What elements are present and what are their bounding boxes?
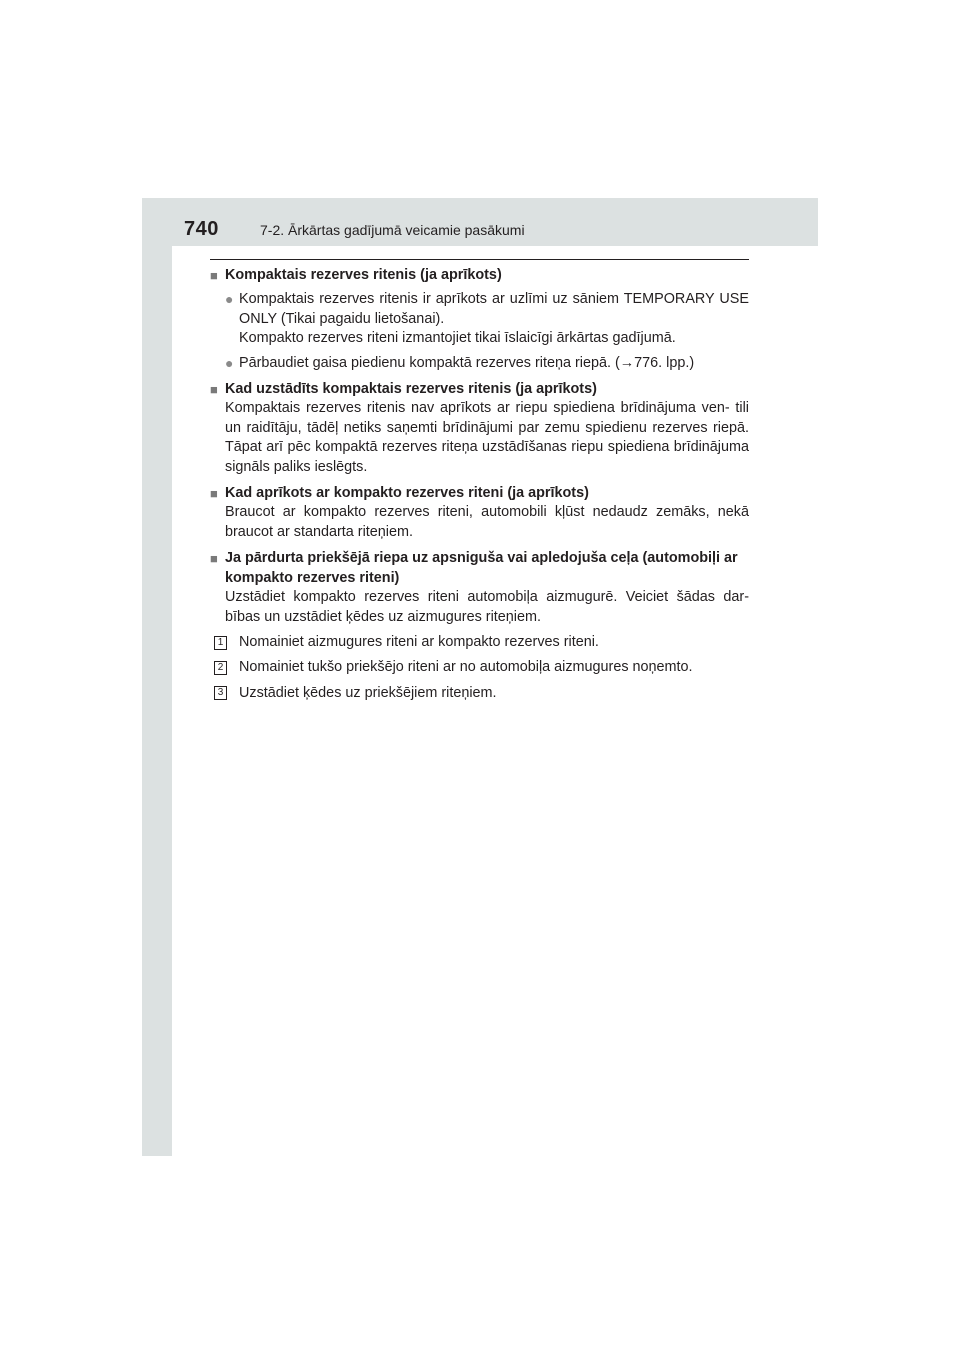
step-text: Uzstādiet ķēdes uz priekšējiem riteņiem.: [239, 684, 497, 701]
section-body: Uzstādiet kompakto rezerves riteni automobiļa aizmugurē. Veiciet šādas dar- bības un uzstādiet ķēdes uz aizmugures riteņiem.: [225, 589, 749, 625]
section-body: Kompaktais rezerves ritenis nav aprīkots ar riepu spiediena brīdinājuma ven- tili un raidītāju, tādēļ netiks saņemti brīdinājumi par zemu spiedienu rezerves riepā. Tāpat arī pēc kompaktā rezerves riteņa uzstādīšanas riepu spiediena brīdinājuma signāls paliks ieslēgts.: [225, 400, 749, 475]
bullet-text: Kompaktais rezerves ritenis ir aprīkots ar uzlīmi uz sāniem TEMPORARY USE ONLY (Tikai pagaidu lietošanai). Kompakto rezerves riteni izmantojiet tikai īslaicīgi ārkārtas gadījumā.: [239, 291, 749, 347]
section-heading: Kompaktais rezerves ritenis (ja aprīkots): [225, 267, 502, 283]
section-body: Braucot ar kompakto rezerves riteni, automobili kļūst nedaudz zemāks, nekā braucot ar standarta riteņiem.: [225, 504, 749, 540]
step-text: Nomainiet tukšo priekšējo riteni ar no automobiļa aizmugures noņemto.: [239, 659, 693, 676]
bullet-item: [225, 354, 749, 373]
step-item: [214, 633, 749, 652]
bullet-item: [225, 290, 749, 348]
section-heading: Ja pārdurta priekšējā riepa uz apsniguša vai apledojuša ceļa (automobiļi ar kompakto rezerves riteni): [225, 550, 738, 586]
square-bullet-icon: ■: [210, 486, 218, 502]
section-when-equipped: [210, 484, 749, 542]
side-band: [142, 198, 172, 1156]
square-bullet-icon: ■: [210, 382, 218, 398]
bullet-text: Pārbaudiet gaisa piedienu kompaktā rezerves riteņa riepā. (→776. lpp.): [239, 354, 695, 371]
square-bullet-icon: ■: [210, 268, 218, 283]
step-number: 2: [214, 661, 227, 675]
step-item: [214, 658, 749, 677]
top-rule: [210, 259, 749, 260]
section-when-installed: [210, 380, 749, 477]
section-heading: Kad aprīkots ar kompakto rezerves riteni (ja aprīkots): [225, 485, 589, 502]
step-number: 3: [214, 686, 227, 700]
square-bullet-icon: ■: [210, 551, 218, 567]
step-text: Nomainiet aizmugures riteni ar kompakto rezerves riteni.: [239, 633, 599, 650]
section-front-puncture: [210, 549, 749, 703]
section-heading: Kad uzstādīts kompaktais rezerves ritenis (ja aprīkots): [225, 381, 597, 398]
round-bullet-icon: ●: [225, 354, 234, 371]
section-title: 7-2. Ārkārtas gadījumā veicamie pasākumi: [260, 222, 525, 238]
content: [210, 266, 749, 710]
page-number: 740: [184, 218, 219, 240]
step-number: 1: [214, 636, 227, 650]
section-compact-spare: [210, 266, 749, 373]
step-item: [214, 684, 749, 703]
round-bullet-icon: ●: [225, 291, 234, 308]
